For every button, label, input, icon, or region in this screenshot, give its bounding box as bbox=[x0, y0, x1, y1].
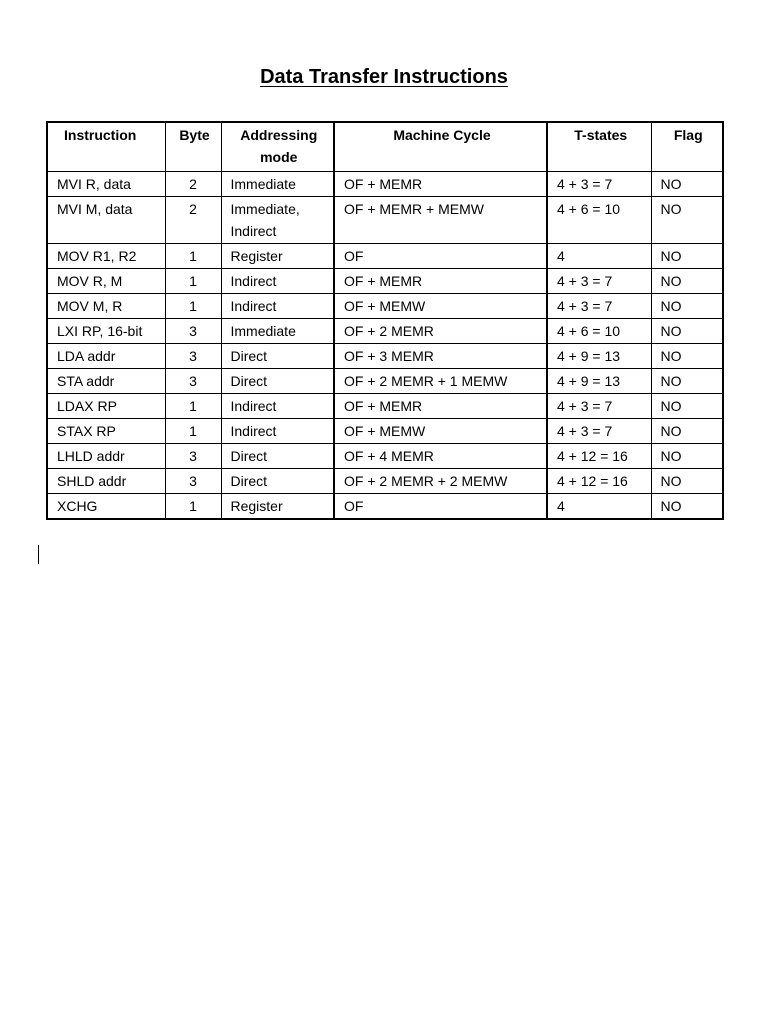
cell-machine-cycle: OF + MEMR + MEMW bbox=[334, 197, 547, 244]
table-row bbox=[47, 394, 723, 419]
cell-addressing-mode: Direct bbox=[221, 444, 334, 469]
cell-instruction: SHLD addr bbox=[47, 469, 165, 494]
cell-addressing-mode: Direct bbox=[221, 344, 334, 369]
cell-machine-cycle: OF + MEMR bbox=[334, 394, 547, 419]
cell-instruction: MOV R, M bbox=[47, 269, 165, 294]
cell-addressing-mode: Immediate bbox=[221, 172, 334, 197]
cell-machine-cycle: OF + 2 MEMR + 1 MEMW bbox=[334, 369, 547, 394]
table-row bbox=[47, 419, 723, 444]
cell-byte: 3 bbox=[165, 344, 221, 369]
cell-byte: 2 bbox=[165, 197, 221, 244]
table-row bbox=[47, 269, 723, 294]
cell-byte: 1 bbox=[165, 269, 221, 294]
cell-addressing-mode: Indirect bbox=[221, 269, 334, 294]
cell-instruction: MVI M, data bbox=[47, 197, 165, 244]
cell-instruction: STA addr bbox=[47, 369, 165, 394]
cell-flag: NO bbox=[651, 244, 723, 269]
cell-t-states: 4 + 6 = 10 bbox=[547, 197, 651, 244]
cell-machine-cycle: OF + MEMR bbox=[334, 172, 547, 197]
header-instruction: Instruction bbox=[47, 122, 165, 172]
cell-flag: NO bbox=[651, 269, 723, 294]
cell-machine-cycle: OF + 4 MEMR bbox=[334, 444, 547, 469]
table-row bbox=[47, 197, 723, 244]
cell-addressing-mode: Indirect bbox=[221, 294, 334, 319]
cell-addressing-mode: Register bbox=[221, 244, 334, 269]
table-row bbox=[47, 444, 723, 469]
cell-flag: NO bbox=[651, 494, 723, 520]
table-row bbox=[47, 494, 723, 520]
cell-instruction: LDAX RP bbox=[47, 394, 165, 419]
cell-flag: NO bbox=[651, 319, 723, 344]
cell-byte: 3 bbox=[165, 369, 221, 394]
cell-byte: 1 bbox=[165, 494, 221, 520]
table-row bbox=[47, 319, 723, 344]
cell-flag: NO bbox=[651, 172, 723, 197]
cell-machine-cycle: OF bbox=[334, 494, 547, 520]
cell-flag: NO bbox=[651, 469, 723, 494]
cell-machine-cycle: OF + 2 MEMR bbox=[334, 319, 547, 344]
header-t-states: T-states bbox=[547, 122, 651, 172]
cell-flag: NO bbox=[651, 394, 723, 419]
cell-instruction: MOV M, R bbox=[47, 294, 165, 319]
cell-t-states: 4 bbox=[547, 244, 651, 269]
cell-addressing-mode: Indirect bbox=[221, 394, 334, 419]
cell-addressing-mode: Immediate bbox=[221, 319, 334, 344]
cell-instruction: STAX RP bbox=[47, 419, 165, 444]
cell-flag: NO bbox=[651, 197, 723, 244]
table-row bbox=[47, 244, 723, 269]
cell-flag: NO bbox=[651, 294, 723, 319]
cell-flag: NO bbox=[651, 369, 723, 394]
header-addressing-mode: Addressing mode bbox=[221, 122, 334, 172]
cell-machine-cycle: OF + 3 MEMR bbox=[334, 344, 547, 369]
header-machine-cycle: Machine Cycle bbox=[334, 122, 547, 172]
table-row bbox=[47, 172, 723, 197]
cell-t-states: 4 bbox=[547, 494, 651, 520]
cell-byte: 1 bbox=[165, 244, 221, 269]
cell-byte: 3 bbox=[165, 444, 221, 469]
cell-t-states: 4 + 3 = 7 bbox=[547, 269, 651, 294]
cell-instruction: XCHG bbox=[47, 494, 165, 520]
cell-t-states: 4 + 3 = 7 bbox=[547, 294, 651, 319]
cell-instruction: MVI R, data bbox=[47, 172, 165, 197]
cell-machine-cycle: OF + 2 MEMR + 2 MEMW bbox=[334, 469, 547, 494]
cell-flag: NO bbox=[651, 444, 723, 469]
cell-machine-cycle: OF + MEMR bbox=[334, 269, 547, 294]
cell-machine-cycle: OF + MEMW bbox=[334, 294, 547, 319]
cell-instruction: LDA addr bbox=[47, 344, 165, 369]
cell-byte: 3 bbox=[165, 469, 221, 494]
cell-addressing-mode: Indirect bbox=[221, 419, 334, 444]
cell-byte: 1 bbox=[165, 294, 221, 319]
table-row bbox=[47, 469, 723, 494]
cell-addressing-mode: Register bbox=[221, 494, 334, 520]
table-body bbox=[47, 172, 723, 520]
cell-instruction: MOV R1, R2 bbox=[47, 244, 165, 269]
header-byte: Byte bbox=[165, 122, 221, 172]
page-title-text: Data Transfer Instructions bbox=[260, 66, 508, 88]
cell-t-states: 4 + 9 = 13 bbox=[547, 344, 651, 369]
cell-t-states: 4 + 12 = 16 bbox=[547, 444, 651, 469]
instruction-table bbox=[46, 121, 724, 520]
cell-machine-cycle: OF bbox=[334, 244, 547, 269]
header-flag: Flag bbox=[651, 122, 723, 172]
cell-t-states: 4 + 3 = 7 bbox=[547, 172, 651, 197]
cell-byte: 1 bbox=[165, 419, 221, 444]
cell-byte: 3 bbox=[165, 319, 221, 344]
cell-flag: NO bbox=[651, 419, 723, 444]
cell-machine-cycle: OF + MEMW bbox=[334, 419, 547, 444]
cell-t-states: 4 + 3 = 7 bbox=[547, 419, 651, 444]
page-title bbox=[0, 64, 768, 90]
cell-byte: 2 bbox=[165, 172, 221, 197]
cell-t-states: 4 + 9 = 13 bbox=[547, 369, 651, 394]
table-row bbox=[47, 344, 723, 369]
cell-byte: 1 bbox=[165, 394, 221, 419]
table-row bbox=[47, 294, 723, 319]
cell-addressing-mode: Immediate, Indirect bbox=[221, 197, 334, 244]
cell-flag: NO bbox=[651, 344, 723, 369]
cell-t-states: 4 + 12 = 16 bbox=[547, 469, 651, 494]
cell-addressing-mode: Direct bbox=[221, 469, 334, 494]
table-header-row bbox=[47, 122, 723, 172]
cell-addressing-mode: Direct bbox=[221, 369, 334, 394]
text-cursor bbox=[38, 545, 39, 564]
cell-t-states: 4 + 3 = 7 bbox=[547, 394, 651, 419]
cell-instruction: LXI RP, 16-bit bbox=[47, 319, 165, 344]
table-row bbox=[47, 369, 723, 394]
cell-instruction: LHLD addr bbox=[47, 444, 165, 469]
cell-t-states: 4 + 6 = 10 bbox=[547, 319, 651, 344]
